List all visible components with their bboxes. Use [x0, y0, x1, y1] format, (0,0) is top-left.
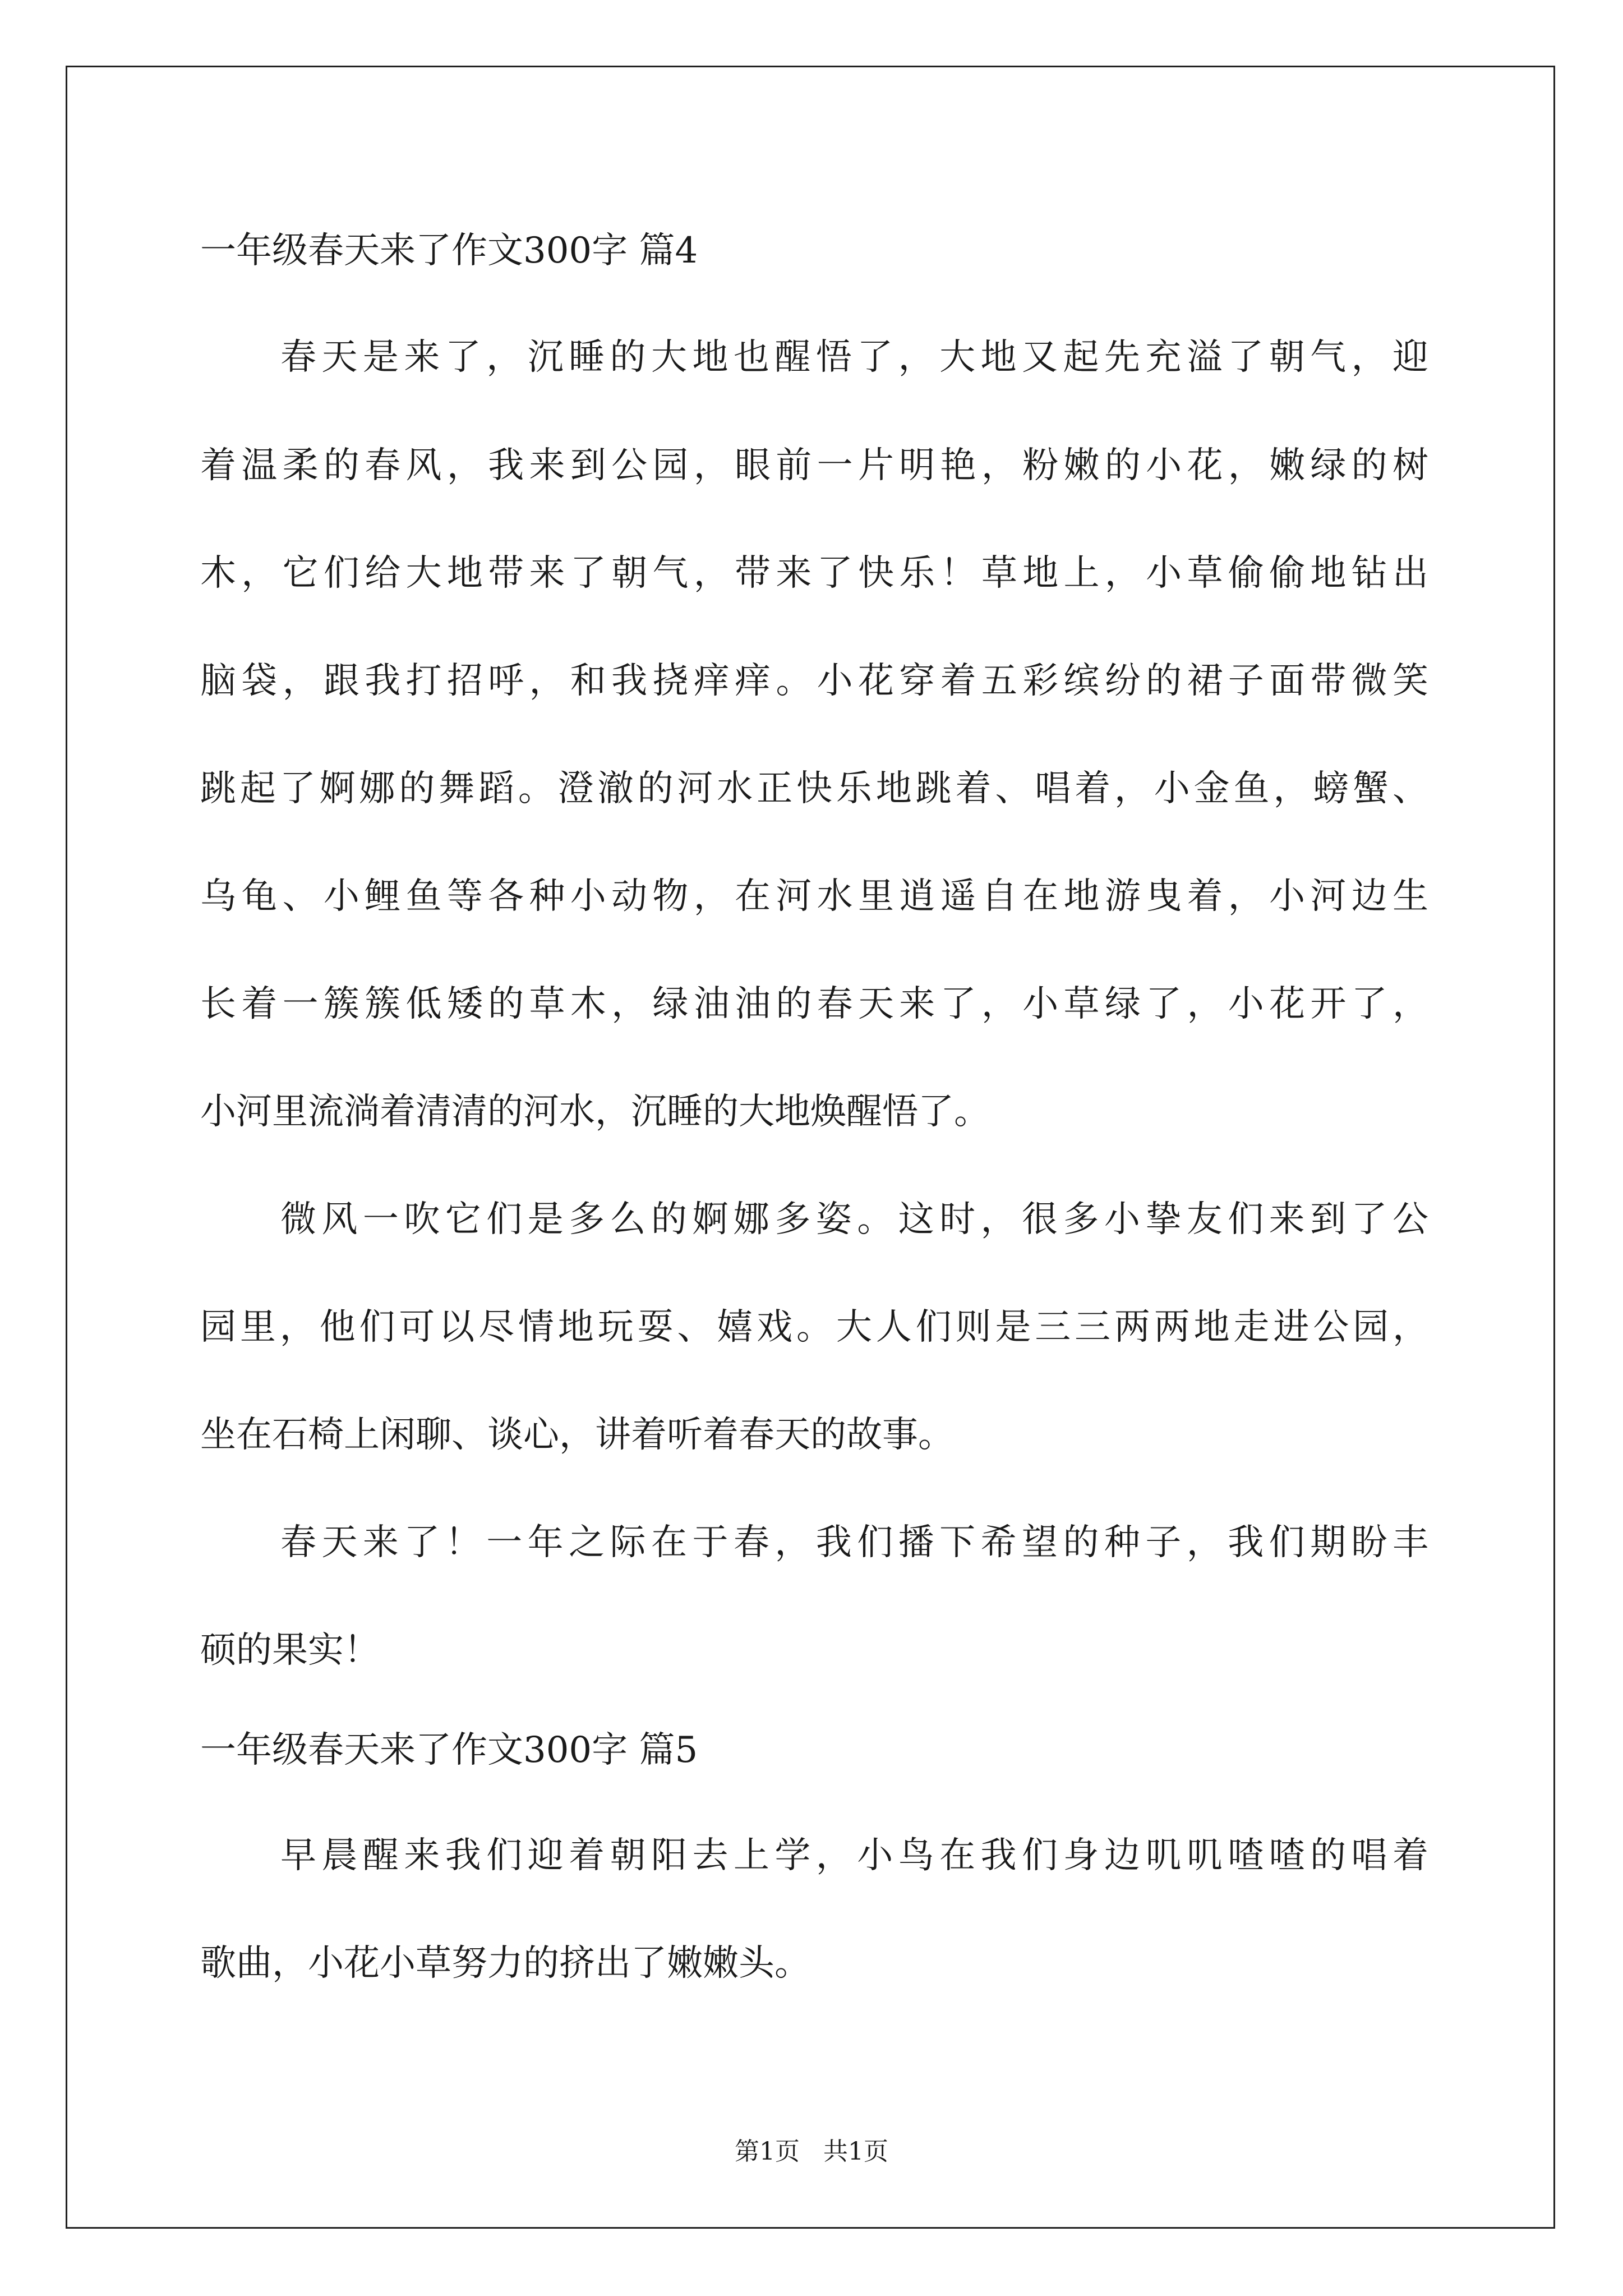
paragraph-line: 着温柔的春风，我来到公园，眼前一片明艳，粉嫩的小花，嫩绿的树 — [200, 445, 1428, 486]
paragraph-line: 坐在石椅上闲聊、谈心，讲着听着春天的故事。 — [200, 1414, 954, 1456]
paragraph-line: 木，它们给大地带来了朝气，带来了快乐！草地上，小草偷偷地钻出 — [200, 553, 1428, 594]
page-frame — [66, 66, 1555, 2229]
paragraph-line: 春天是来了，沉睡的大地也醒悟了，大地又起先充溢了朝气，迎 — [280, 337, 1428, 378]
paragraph-line: 小河里流淌着清清的河水，沉睡的大地焕醒悟了。 — [200, 1091, 990, 1133]
section-heading-5: 一年级春天来了作文300字 篇5 — [200, 1729, 698, 1771]
page-number-footer: 第1页 共1页 — [735, 2137, 888, 2166]
paragraph-line: 脑袋，跟我打招呼，和我挠痒痒。小花穿着五彩缤纷的裙子面带微笑 — [200, 660, 1428, 702]
paragraph-line: 跳起了婀娜的舞蹈。澄澈的河水正快乐地跳着、唱着，小金鱼，螃蟹、 — [200, 768, 1428, 809]
paragraph-line: 歌曲，小花小草努力的挤出了嫩嫩头。 — [200, 1943, 810, 1984]
paragraph-line: 硕的果实！ — [200, 1630, 380, 1671]
section-heading-4: 一年级春天来了作文300字 篇4 — [200, 230, 698, 272]
paragraph-line: 园里，他们可以尽情地玩耍、嬉戏。大人们则是三三两两地走进公园， — [200, 1306, 1428, 1348]
paragraph-line: 乌龟、小鲤鱼等各种小动物，在河水里逍遥自在地游曳着，小河边生 — [200, 876, 1428, 917]
paragraph-line: 长着一簇簇低矮的草木，绿油油的春天来了，小草绿了，小花开了， — [200, 983, 1428, 1025]
paragraph-line: 春天来了！一年之际在于春，我们播下希望的种子，我们期盼丰 — [280, 1522, 1428, 1563]
paragraph-line: 早晨醒来我们迎着朝阳去上学，小鸟在我们身边叽叽喳喳的唱着 — [280, 1835, 1428, 1876]
paragraph-line: 微风一吹它们是多么的婀娜多姿。这时，很多小挚友们来到了公 — [280, 1199, 1428, 1240]
